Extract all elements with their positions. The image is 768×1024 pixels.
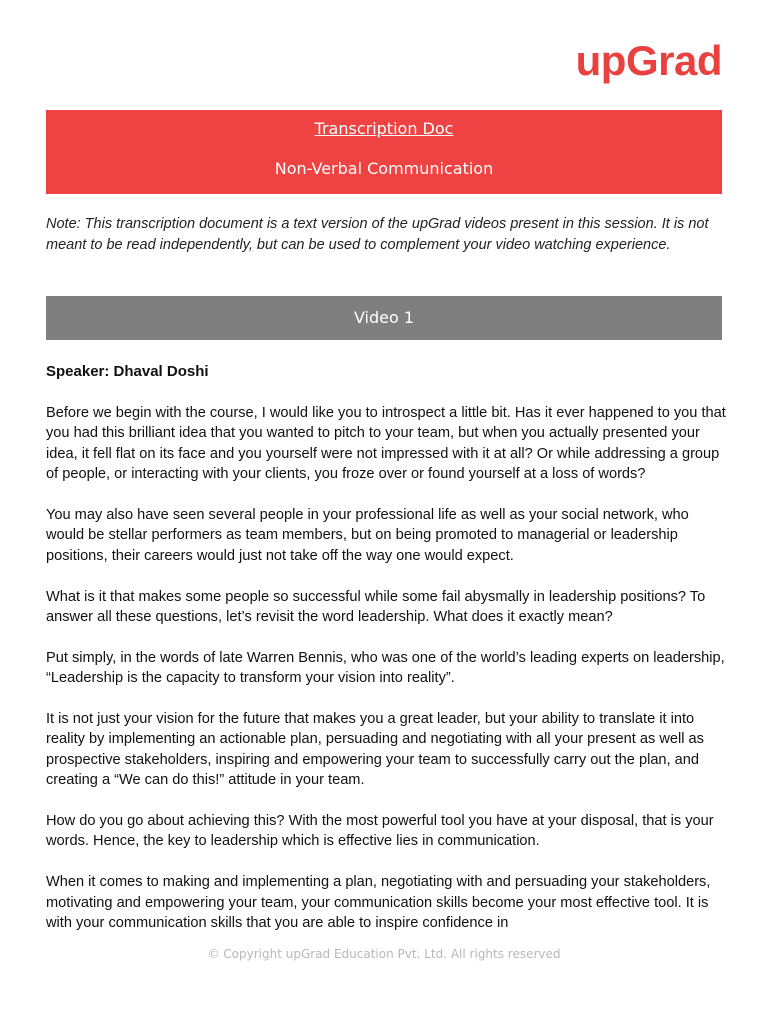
section-header-video: Video 1 (46, 296, 722, 340)
transcript-paragraph: Put simply, in the words of late Warren Bennis, who was one of the world’s leading experts on leadership, “Leadership is the capacity to transform your vision into reality”. (46, 649, 725, 687)
disclaimer-note: Note: This transcription document is a text version of the upGrad videos present in this session. It is not meant to be read independently, but can be used to complement your video watching experience. (46, 216, 709, 253)
document-subtitle: Non-Verbal Communication (274, 159, 494, 178)
speaker-label: Speaker: Dhaval Doshi (46, 363, 209, 380)
document-title: Transcription Doc (314, 119, 454, 138)
transcript-paragraph: How do you go about achieving this? With the most powerful tool you have at your disposal, that is your words. Hence, the key to leadership which is effective lies in communication. (46, 813, 714, 850)
transcript-paragraph: When it comes to making and implementing a plan, negotiating with and persuading your stakeholders, motivating and empowering your team, your communication skills become your most effective tool. It is with your communication skills that you are able to inspire confidence in (46, 874, 711, 932)
transcript-paragraph: What is it that makes some people so successful while some fail abysmally in leadership positions? To answer all these questions, let’s revisit the word leadership. What does it exactly mean? (46, 588, 706, 626)
transcript-body (46, 403, 726, 954)
transcript-paragraph: It is not just your vision for the future that makes you a great leader, but your ability to translate it into reality by implementing an actionable plan, persuading and negotiating with all your present as well as prospective stakeholders, inspiring and empowering your team to successfully carry out the plan, and creating a “We can do this!” attitude in your team. (46, 711, 704, 789)
copyright-footer: © Copyright upGrad Education Pvt. Ltd. All rights reserved (207, 947, 561, 961)
title-banner (46, 110, 722, 194)
transcript-paragraph: Before we begin with the course, I would like you to introspect a little bit. Has it ever happened to you that you had this brilliant idea that you wanted to pitch to your team, but when you actually presented your idea, it fell flat on its face and you yourself were not impressed with it at all? Or while addressing a group of people, or interacting with your clients, you froze over or found yourself at a loss of words? (46, 405, 726, 483)
upgrad-logo: upGrad (575, 37, 722, 84)
transcript-paragraph: You may also have seen several people in your professional life as well as your social network, who would be stellar performers as team members, but on being promoted to managerial or leadership positions, their careers would just not take off the way one would expect. (46, 507, 689, 564)
